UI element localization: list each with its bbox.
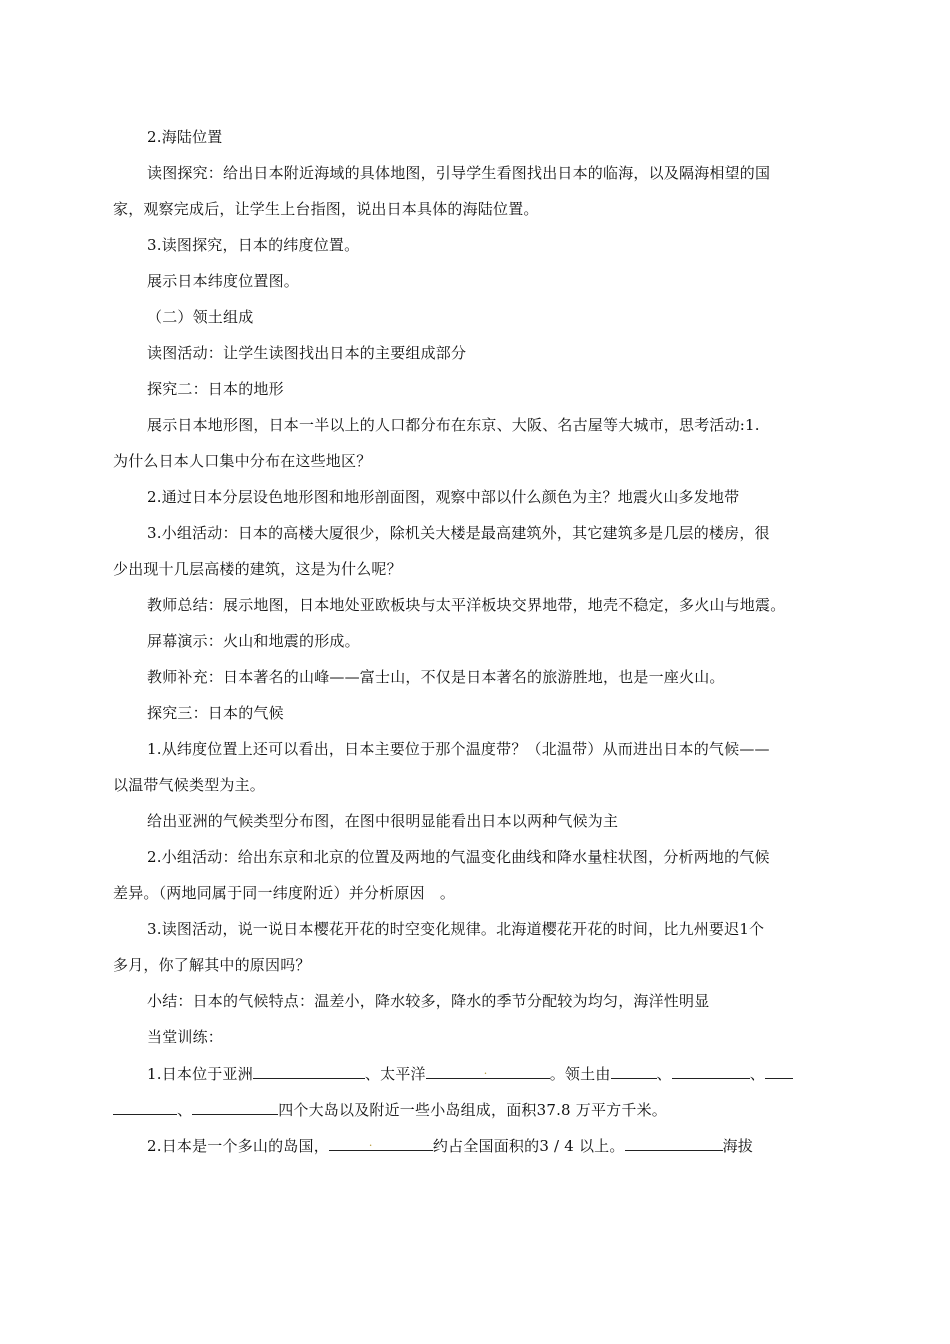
answer-blank[interactable] xyxy=(192,1099,278,1115)
text-line: 多月，你了解其中的原因吗？ xyxy=(113,956,311,974)
text-line: 少出现十几层高楼的建筑，这是为什么呢？ xyxy=(113,560,402,578)
exercise-text: 1.日本位于亚洲 xyxy=(147,1065,253,1083)
text-line: 展示日本纬度位置图。 xyxy=(147,272,300,290)
text-line: 2.小组活动：给出东京和北京的位置及两地的气温变化曲线和降水量柱状图，分析两地的气候 xyxy=(147,848,770,866)
exercise-1-line-1 xyxy=(147,1063,793,1084)
answer-blank[interactable] xyxy=(625,1135,723,1151)
exercise-1-line-2 xyxy=(113,1099,667,1120)
text-line: 读图活动：让学生读图找出日本的主要组成部分 xyxy=(147,344,467,362)
text-line: 给出亚洲的气候类型分布图，在图中很明显能看出日本以两种气候为主 xyxy=(147,812,619,830)
answer-blank[interactable] xyxy=(765,1063,793,1079)
mark-dot: . xyxy=(368,1136,373,1149)
mark-dot: . xyxy=(483,1064,488,1077)
text-line: 教师总结：展示地图，日本地处亚欧板块与太平洋板块交界地带，地壳不稳定，多火山与地震。 xyxy=(147,596,786,614)
exercise-text: 四个大岛以及附近一些小岛组成，面积37.8 万平方千米。 xyxy=(278,1101,667,1119)
answer-blank[interactable] xyxy=(329,1135,433,1151)
text-line: 差异。（两地同属于同一纬度附近）并分析原因 。 xyxy=(113,884,456,902)
exercise-text: 约占全国面积的3 / 4 以上。 xyxy=(432,1137,625,1155)
text-line: 为什么日本人口集中分布在这些地区？ xyxy=(113,452,372,470)
text-line: 2.通过日本分层设色地形图和地形剖面图，观察中部以什么颜色为主？地震火山多发地带 xyxy=(147,488,740,506)
text-line: 3.小组活动：日本的高楼大厦很少，除机关大楼是最高建筑外，其它建筑多是几层的楼房，很 xyxy=(147,524,770,542)
text-line: 2.海陆位置 xyxy=(147,128,223,146)
text-line: 读图探究：给出日本附近海域的具体地图，引导学生看图找出日本的临海，以及隔海相望的国 xyxy=(147,164,771,182)
exercise-text: 、 xyxy=(177,1101,193,1119)
section-heading: （二）领土组成 xyxy=(147,308,254,326)
text-line: 以温带气候类型为主。 xyxy=(113,776,266,794)
text-line: 1.从纬度位置上还可以看出，日本主要位于那个温度带？（北温带）从而进出日本的气候—— xyxy=(147,740,770,758)
answer-blank[interactable] xyxy=(113,1099,177,1115)
exercise-text: 、 xyxy=(656,1065,672,1083)
text-line: 当堂训练： xyxy=(147,1028,224,1046)
text-line: 展示日本地形图，日本一半以上的人口都分布在东京、大阪、名古屋等大城市，思考活动:1. xyxy=(147,416,760,434)
section-heading: 探究二：日本的地形 xyxy=(147,380,284,398)
text-line: 3.读图探究，日本的纬度位置。 xyxy=(147,236,360,254)
exercise-text: 、 xyxy=(749,1065,765,1083)
exercise-2-line-1 xyxy=(147,1135,753,1156)
text-line: 家，观察完成后，让学生上台指图，说出日本具体的海陆位置。 xyxy=(113,200,539,218)
text-line: 3.读图活动，说一说日本樱花开花的时空变化规律。北海道樱花开花的时间，比九州要迟1个 xyxy=(147,920,765,938)
section-heading: 探究三：日本的气候 xyxy=(147,704,284,722)
exercise-text: 。领土由 xyxy=(549,1065,611,1083)
exercise-text: 海拔 xyxy=(722,1137,753,1155)
exercise-text: 2.日本是一个多山的岛国， xyxy=(147,1137,329,1155)
answer-blank[interactable] xyxy=(253,1063,365,1079)
answer-blank[interactable] xyxy=(672,1063,750,1079)
text-line: 教师补充：日本著名的山峰——富士山，不仅是日本著名的旅游胜地，也是一座火山。 xyxy=(147,668,725,686)
text-line: 屏幕演示：火山和地震的形成。 xyxy=(147,632,360,650)
exercise-text: 、太平洋 xyxy=(364,1065,426,1083)
answer-blank[interactable] xyxy=(426,1063,550,1079)
text-line: 小结：日本的气候特点：温差小，降水较多，降水的季节分配较为均匀，海洋性明显 xyxy=(147,992,710,1010)
answer-blank[interactable] xyxy=(611,1063,657,1079)
